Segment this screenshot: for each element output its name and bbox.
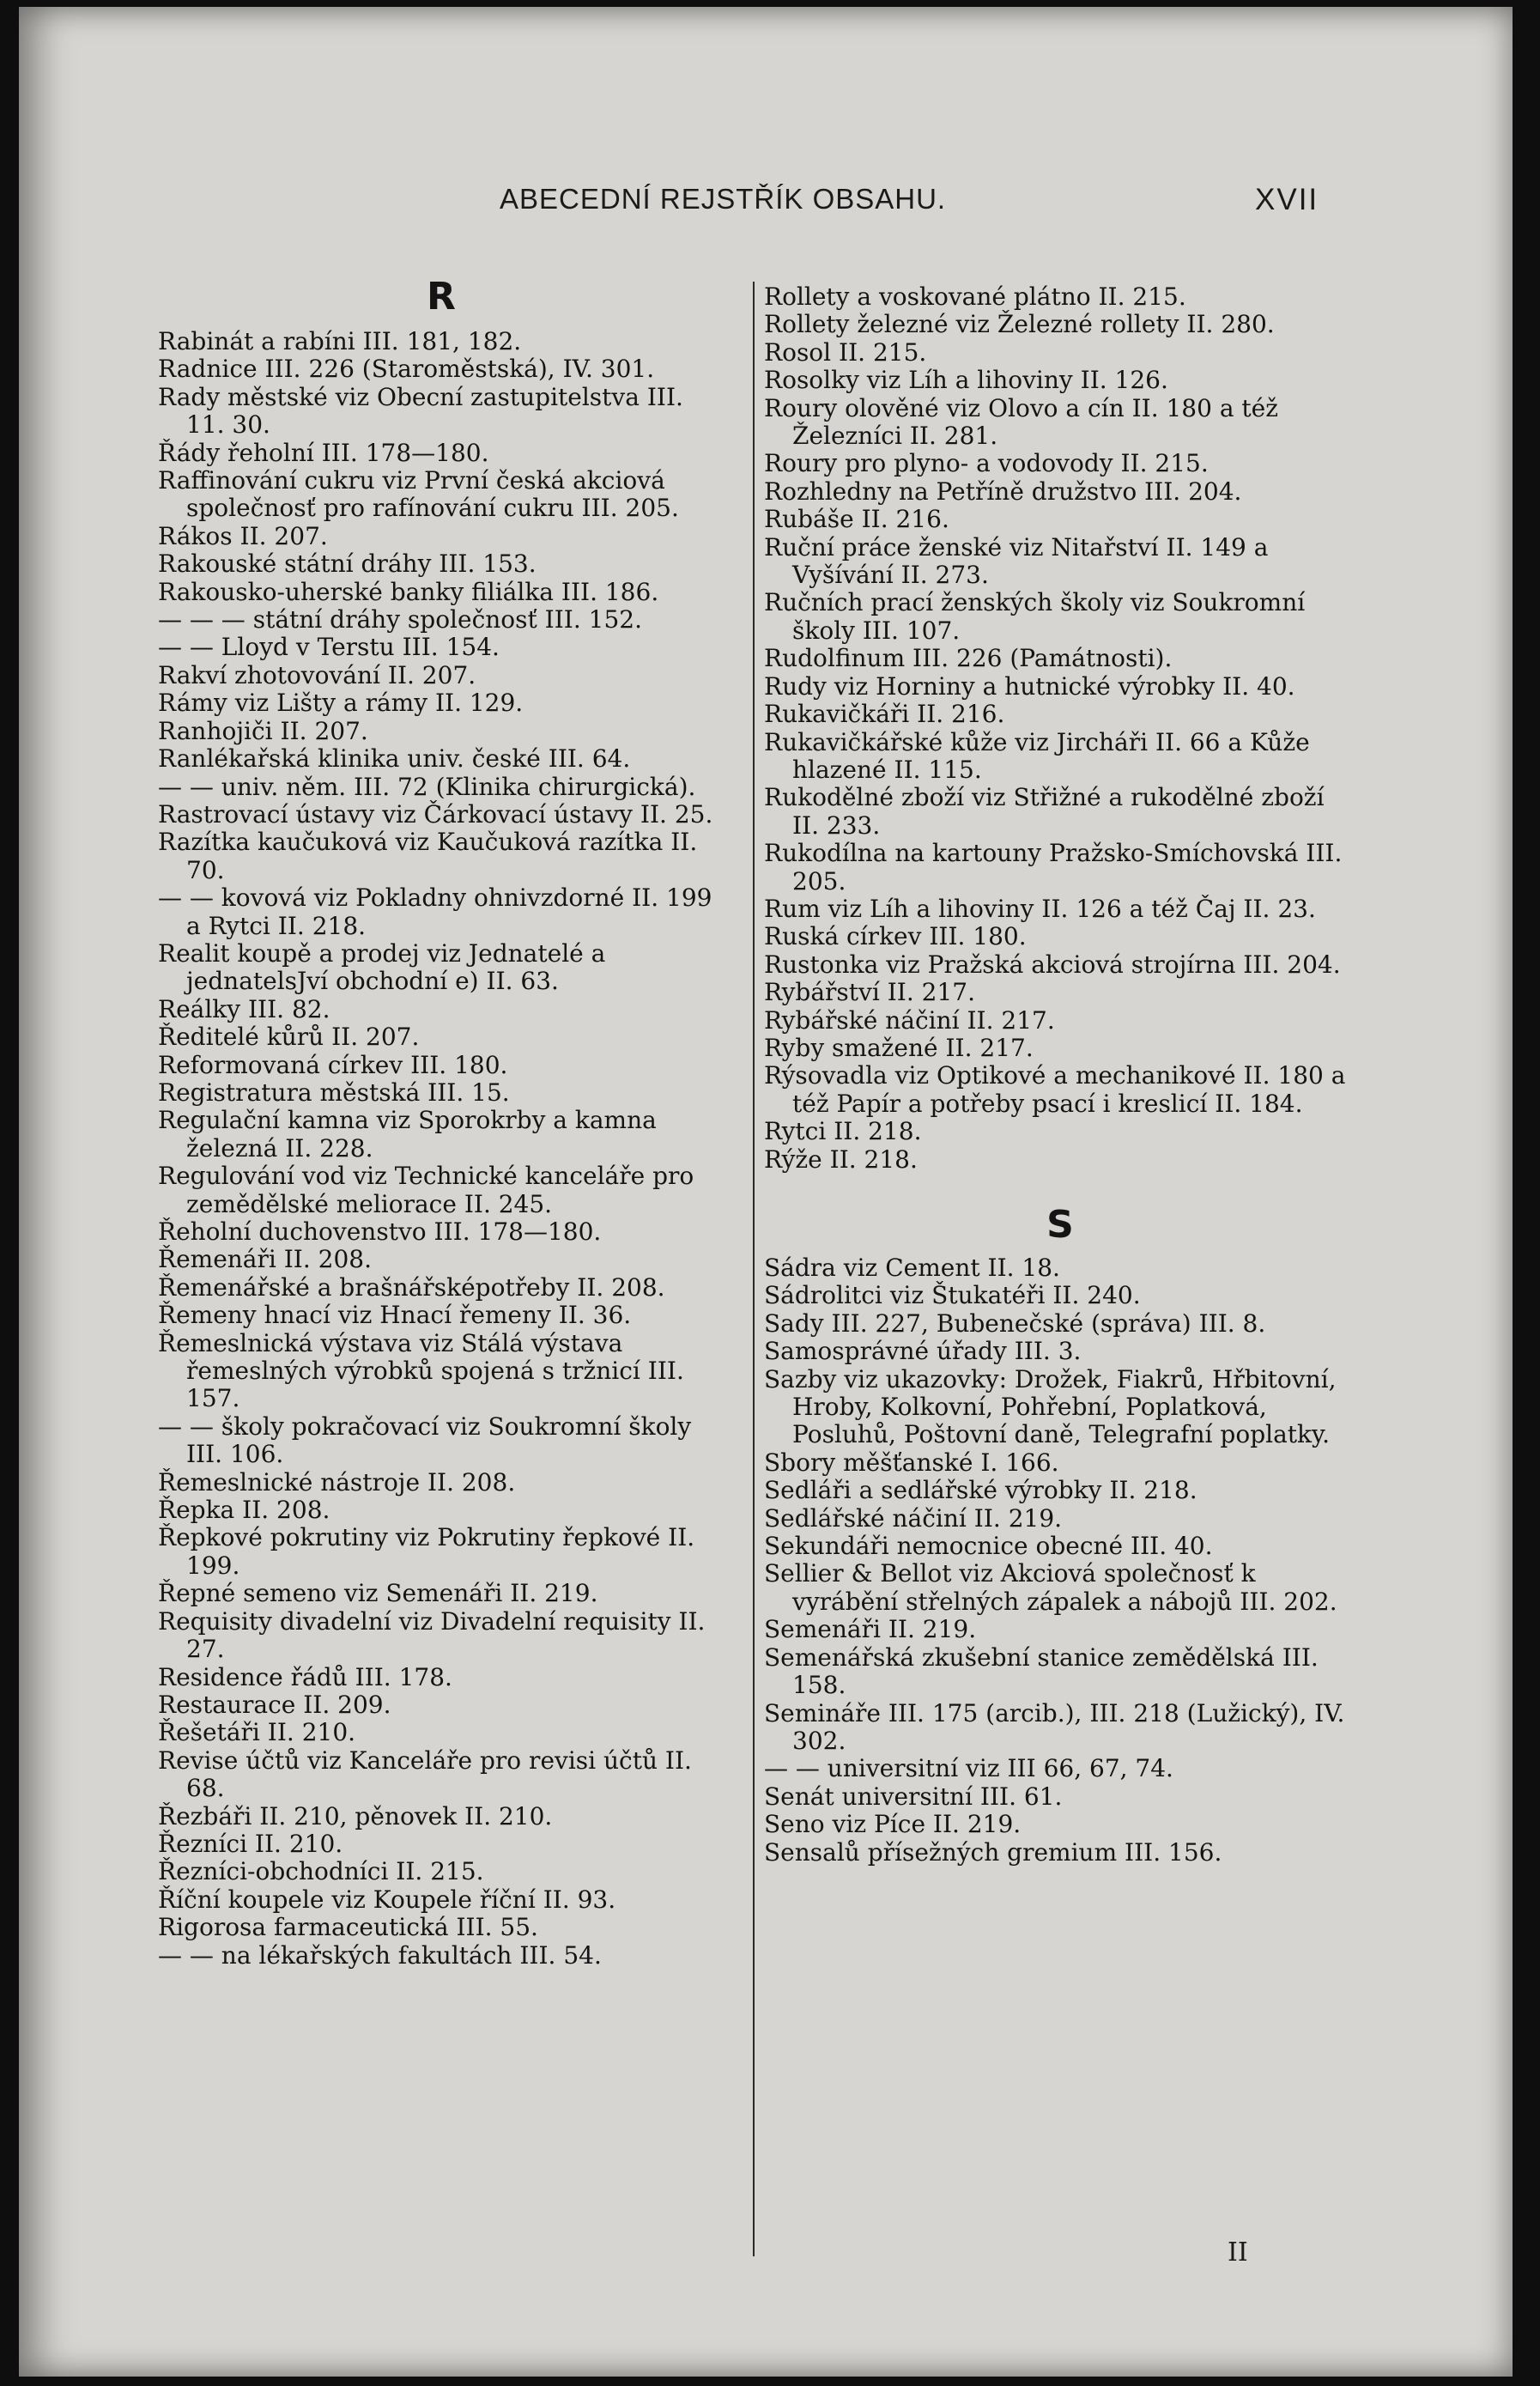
- index-entry: Rukavičkáři II. 216.: [764, 700, 1005, 729]
- index-entry: Rytci II. 218.: [764, 1117, 922, 1146]
- document-page: [19, 7, 1513, 2377]
- index-entry: — — na lékařských fakultách III. 54.: [158, 1940, 602, 1970]
- index-entry: Residence řádů III. 178.: [158, 1662, 452, 1691]
- index-entry: Rudolfinum III. 226 (Památnosti).: [764, 644, 1173, 673]
- index-entry: Sedlářské náčiní II. 219.: [764, 1503, 1063, 1533]
- index-entry: Radnice III. 226 (Staroměstská), IV. 301.: [158, 355, 655, 384]
- index-entry: Sekundáři nemocnice obecné III. 40.: [764, 1532, 1213, 1561]
- index-entry: — — univ. něm. III. 72 (Klinika chirurgická).: [158, 772, 696, 801]
- index-entry: Rum viz Líh a lihoviny II. 126 a též Čaj II. 23.: [764, 894, 1316, 923]
- index-entry: Ryby smažené II. 217.: [764, 1033, 1034, 1062]
- index-entry: Regulování vod viz Technické kanceláře pro zemědělské meliorace II. 245.: [158, 1162, 694, 1218]
- index-entry: Rakví zhotovování II. 207.: [158, 660, 476, 689]
- index-entry: Regulační kamna viz Sporokrby a kamna železná II. 228.: [158, 1106, 657, 1163]
- index-entry: Rigorosa farmaceutická III. 55.: [158, 1913, 538, 1942]
- index-entry: Rybářské náčiní II. 217.: [764, 1005, 1055, 1035]
- index-entry: — — — státní dráhy společnosť III. 152.: [158, 605, 643, 634]
- index-entry: Reálky III. 82.: [158, 994, 330, 1023]
- index-entry: Říční koupele viz Koupele říční II. 93.: [158, 1885, 616, 1914]
- page-number: XVII: [1255, 183, 1319, 216]
- index-entry: Ranlékařská klinika univ. české III. 64.: [158, 744, 631, 774]
- index-entry: Registratura městská III. 15.: [158, 1078, 510, 1107]
- index-entry: Rákos II. 207.: [158, 521, 328, 550]
- index-entry: Řepka II. 208.: [158, 1496, 330, 1525]
- section-letter-s: S: [1046, 1203, 1074, 1247]
- right-column: [764, 283, 1356, 1867]
- index-entry: Senát universitní III. 61.: [764, 1782, 1063, 1811]
- index-entry: Sellier & Bellot viz Akciová společnosť k vyrábění střelných zápalek a nábojů III. 202.: [764, 1559, 1337, 1616]
- index-entry: Rukodělné zboží viz Střižné a rukodělné zboží II. 233.: [764, 783, 1325, 840]
- index-entry: Sady III. 227, Bubenečské (správa) III. 8.: [764, 1308, 1266, 1338]
- index-entry: Sbory měšťanské I. 166.: [764, 1448, 1059, 1477]
- left-column: [158, 273, 725, 1970]
- running-title: ABECEDNÍ REJSTŘÍK OBSAHU.: [500, 183, 947, 215]
- index-entry: Restaurace II. 209.: [158, 1690, 391, 1719]
- index-entry: Requisity divadelní viz Divadelní requisity II. 27.: [158, 1606, 706, 1664]
- index-entry: Řezbáři II. 210, pěnovek II. 210.: [158, 1801, 553, 1830]
- index-entry: Ředitelé kůrů II. 207.: [158, 1023, 420, 1052]
- index-entry: Řemenářské a brašnářsképotřeby II. 208.: [158, 1272, 665, 1302]
- index-entry: — — školy pokračovací viz Soukromní školy III. 106.: [158, 1412, 692, 1469]
- index-entry: Řepkové pokrutiny viz Pokrutiny řepkové II. 199.: [158, 1523, 695, 1580]
- index-entry: Rudy viz Horniny a hutnické výrobky II. 40.: [764, 671, 1295, 701]
- index-entry: Rakouské státní dráhy III. 153.: [158, 549, 537, 579]
- index-entry: Semenáři II. 219.: [764, 1615, 977, 1644]
- index-entry: Reformovaná církev III. 180.: [158, 1050, 508, 1079]
- index-entry: — — Lloyd v Terstu III. 154.: [158, 633, 500, 662]
- index-entry: Rabinát a rabíni III. 181, 182.: [158, 327, 522, 355]
- index-entry: Rukodílna na kartouny Pražsko-Smíchovská III. 205.: [764, 839, 1343, 896]
- index-entry: Rukavičkářské kůže viz Jircháři II. 66 a Kůže hlazené II. 115.: [764, 727, 1310, 784]
- index-entry: Seno viz Píce II. 219.: [764, 1810, 1022, 1839]
- left-entry-list: [158, 328, 725, 1970]
- index-entry: Sádra viz Cement II. 18.: [764, 1254, 1060, 1282]
- index-entry: Semenářská zkušební stanice zemědělská III. 158.: [764, 1642, 1319, 1700]
- index-entry: — — kovová viz Pokladny ohnivzdorné II. 199 a Rytci II. 218.: [158, 883, 712, 940]
- index-entry: — — universitní viz III 66, 67, 74.: [764, 1754, 1173, 1783]
- index-entry: Řeholní duchovenstvo III. 178—180.: [158, 1217, 602, 1246]
- column-divider: [753, 282, 755, 2256]
- index-entry: Rozhledny na Petříně družstvo III. 204.: [764, 477, 1242, 506]
- index-entry: Rosolky viz Líh a lihoviny II. 126.: [764, 366, 1168, 395]
- index-entry: Řemeny hnací viz Hnací řemeny II. 36.: [158, 1301, 632, 1330]
- index-entry: Rollety a voskované plátno II. 215.: [764, 282, 1186, 311]
- index-entry: Řemeslnická výstava viz Stálá výstava řemeslných výrobků spojená s tržnicí III. 157.: [158, 1328, 684, 1413]
- page-header: [19, 183, 1513, 228]
- index-entry: Řády řeholní III. 178—180.: [158, 438, 489, 467]
- index-entry: Semináře III. 175 (arcib.), III. 218 (Lužický), IV. 302.: [764, 1698, 1345, 1755]
- index-entry: Řemenáři II. 208.: [158, 1245, 373, 1274]
- index-entry: Rýsovadla viz Optikové a mechanikové II. 180 a též Papír a potřeby psací i kreslicí II. 184.: [764, 1061, 1346, 1118]
- index-entry: Rosol II. 215.: [764, 337, 927, 367]
- index-entry: Řešetáři II. 210.: [158, 1718, 356, 1747]
- index-entry: Razítka kaučuková viz Kaučuková razítka II. 70.: [158, 828, 698, 884]
- index-entry: Rollety železné viz Železné rollety II. 280.: [764, 310, 1275, 339]
- index-entry: Sádrolitci viz Štukatéři II. 240.: [764, 1281, 1141, 1310]
- index-entry: Ručních prací ženských školy viz Soukromní školy III. 107.: [764, 588, 1306, 645]
- right-entry-list-s: [764, 1254, 1356, 1867]
- index-entry: Roury pro plyno- a vodovody II. 215.: [764, 449, 1209, 478]
- index-entry: Řepné semeno viz Semenáři II. 219.: [158, 1579, 598, 1608]
- index-entry: Rustonka viz Pražská akciová strojírna III. 204.: [764, 950, 1341, 979]
- index-entry: Rámy viz Lišty a rámy II. 129.: [158, 689, 524, 718]
- signature-folio: II: [1228, 2237, 1248, 2268]
- index-entry: Rubáše II. 216.: [764, 505, 949, 534]
- index-entry: Ruská církev III. 180.: [764, 922, 1027, 951]
- index-entry: Rybářství II. 217.: [764, 978, 975, 1007]
- index-entry: Rastrovací ústavy viz Čárkovací ústavy II. 25.: [158, 799, 713, 829]
- section-letter-r: R: [427, 275, 456, 319]
- index-entry: Sensalů přísežných gremium III. 156.: [764, 1837, 1222, 1867]
- index-entry: Rakousko-uherské banky filiálka III. 186.: [158, 577, 659, 606]
- index-entry: Sazby viz ukazovky: Drožek, Fiakrů, Hřbitovní, Hroby, Kolkovní, Pohřební, Poplatková, Posluhů, Poštovní daně, Telegrafní poplatky.: [764, 1364, 1337, 1449]
- index-entry: Ranhojiči II. 207.: [158, 716, 368, 745]
- index-entry: Rýže II. 218.: [764, 1144, 918, 1174]
- index-entry: Realit koupě a prodej viz Jednatelé a jednatelsJví obchodní e) II. 63.: [158, 938, 606, 996]
- index-entry: Raffinování cukru viz První česká akciová společnosť pro rafínování cukru III. 205.: [158, 466, 679, 523]
- index-entry: Řezníci II. 210.: [158, 1829, 343, 1858]
- index-entry: Řezníci-obchodníci II. 215.: [158, 1857, 484, 1886]
- index-entry: Revise účtů viz Kanceláře pro revisi účtů II. 68.: [158, 1745, 692, 1803]
- index-entry: Ruční práce ženské viz Nitařství II. 149 a Vyšívání II. 273.: [764, 532, 1269, 590]
- index-entry: Rady městské viz Obecní zastupitelstva III. 11. 30.: [158, 382, 683, 440]
- index-entry: Sedláři a sedlářské výrobky II. 218.: [764, 1476, 1197, 1505]
- right-entry-list-r: [764, 283, 1356, 1174]
- index-entry: Samosprávné úřady III. 3.: [764, 1337, 1082, 1366]
- index-entry: Řemeslnické nástroje II. 208.: [158, 1467, 516, 1497]
- index-entry: Roury olověné viz Olovo a cín II. 180 a též Železníci II. 281.: [764, 393, 1279, 451]
